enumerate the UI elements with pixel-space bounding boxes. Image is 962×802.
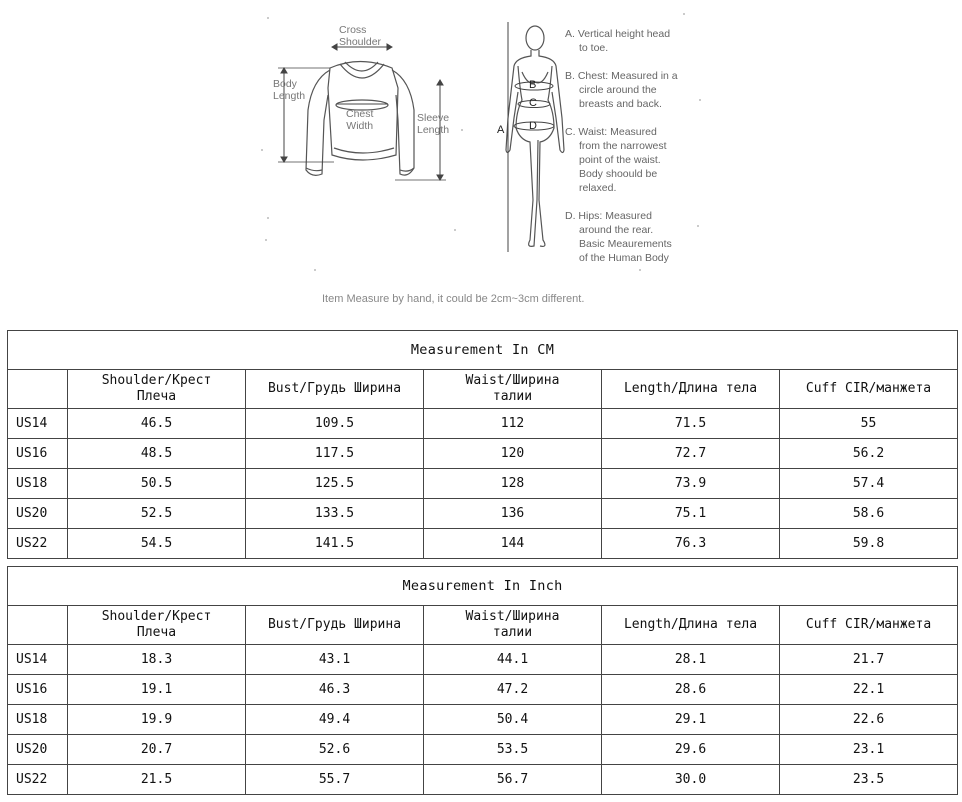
value-cell: 29.1 xyxy=(602,705,780,735)
size-cell: US16 xyxy=(8,439,68,469)
value-cell: 46.3 xyxy=(246,675,424,705)
value-cell: 50.5 xyxy=(68,469,246,499)
value-cell: 109.5 xyxy=(246,409,424,439)
table-row xyxy=(8,499,958,529)
value-cell: 144 xyxy=(424,529,602,559)
header-cell xyxy=(8,370,68,409)
header-cuff: Cuff CIR/манжета xyxy=(780,606,958,645)
value-cell: 20.7 xyxy=(68,735,246,765)
size-cell: US18 xyxy=(8,469,68,499)
measurement-table-cm xyxy=(7,330,958,559)
cm-table-container xyxy=(7,330,957,559)
figure-letter-c: C xyxy=(529,97,537,109)
table-row xyxy=(8,645,958,675)
header-bust: Bust/Грудь Ширина xyxy=(246,370,424,409)
value-cell: 54.5 xyxy=(68,529,246,559)
measure-note: Item Measure by hand, it could be 2cm~3cm different. xyxy=(322,293,585,305)
size-cell: US16 xyxy=(8,675,68,705)
value-cell: 21.7 xyxy=(780,645,958,675)
value-cell: 48.5 xyxy=(68,439,246,469)
table-title-inch: Measurement In Inch xyxy=(8,567,958,606)
measurement-table-inch xyxy=(7,566,958,795)
value-cell: 56.2 xyxy=(780,439,958,469)
value-cell: 55.7 xyxy=(246,765,424,795)
value-cell: 117.5 xyxy=(246,439,424,469)
value-cell: 56.7 xyxy=(424,765,602,795)
size-cell: US22 xyxy=(8,765,68,795)
value-cell: 43.1 xyxy=(246,645,424,675)
value-cell: 120 xyxy=(424,439,602,469)
value-cell: 23.1 xyxy=(780,735,958,765)
header-bust: Bust/Грудь Ширина xyxy=(246,606,424,645)
table-title-cm: Measurement In CM xyxy=(8,331,958,370)
header-shoulder: Shoulder/Крест Плеча xyxy=(68,370,246,409)
header-length: Length/Длина тела xyxy=(602,606,780,645)
value-cell: 28.1 xyxy=(602,645,780,675)
value-cell: 53.5 xyxy=(424,735,602,765)
header-cell xyxy=(8,606,68,645)
value-cell: 52.5 xyxy=(68,499,246,529)
value-cell: 76.3 xyxy=(602,529,780,559)
value-cell: 22.1 xyxy=(780,675,958,705)
label-cross-shoulder: Cross Shoulder xyxy=(339,24,382,48)
value-cell: 71.5 xyxy=(602,409,780,439)
value-cell: 58.6 xyxy=(780,499,958,529)
size-cell: US20 xyxy=(8,735,68,765)
value-cell: 125.5 xyxy=(246,469,424,499)
table-row xyxy=(8,529,958,559)
value-cell: 49.4 xyxy=(246,705,424,735)
size-cell: US14 xyxy=(8,409,68,439)
size-guide-illustration xyxy=(0,0,962,318)
size-cell: US18 xyxy=(8,705,68,735)
table-header-row xyxy=(8,370,958,409)
header-length: Length/Длина тела xyxy=(602,370,780,409)
value-cell: 52.6 xyxy=(246,735,424,765)
table-row xyxy=(8,705,958,735)
header-cuff: Cuff CIR/манжета xyxy=(780,370,958,409)
value-cell: 19.1 xyxy=(68,675,246,705)
value-cell: 50.4 xyxy=(424,705,602,735)
label-chest-width: Chest Width xyxy=(346,108,374,132)
value-cell: 136 xyxy=(424,499,602,529)
value-cell: 44.1 xyxy=(424,645,602,675)
value-cell: 22.6 xyxy=(780,705,958,735)
table-row xyxy=(8,765,958,795)
value-cell: 57.4 xyxy=(780,469,958,499)
header-shoulder: Shoulder/Крест Плеча xyxy=(68,606,246,645)
inch-table-container xyxy=(7,566,957,795)
legend-d: D. Hips: Measured around the rear. Basic Meaurements of the Human Body xyxy=(565,210,672,264)
table-row xyxy=(8,675,958,705)
figure-letter-a: A xyxy=(497,124,505,136)
table-row xyxy=(8,439,958,469)
value-cell: 29.6 xyxy=(602,735,780,765)
table-header-row xyxy=(8,606,958,645)
size-cell: US22 xyxy=(8,529,68,559)
label-sleeve-length: Sleeve Length xyxy=(417,112,450,136)
value-cell: 73.9 xyxy=(602,469,780,499)
label-body-length: Body Length xyxy=(273,78,306,102)
value-cell: 112 xyxy=(424,409,602,439)
legend-c: C. Waist: Measured from the narrowest point of the waist. Body shoould be relaxed. xyxy=(565,126,667,194)
table-row xyxy=(8,735,958,765)
value-cell: 18.3 xyxy=(68,645,246,675)
human-figure-sketch xyxy=(506,26,564,246)
value-cell: 141.5 xyxy=(246,529,424,559)
illustration-drawing xyxy=(0,0,962,318)
legend-a: A. Vertical height head to toe. xyxy=(565,28,671,54)
value-cell: 47.2 xyxy=(424,675,602,705)
size-cell: US20 xyxy=(8,499,68,529)
value-cell: 133.5 xyxy=(246,499,424,529)
header-waist: Waist/Ширина талии xyxy=(424,606,602,645)
value-cell: 21.5 xyxy=(68,765,246,795)
value-cell: 46.5 xyxy=(68,409,246,439)
legend-b: B. Chest: Measured in a circle around the breasts and back. xyxy=(565,70,678,110)
value-cell: 19.9 xyxy=(68,705,246,735)
table-row xyxy=(8,469,958,499)
value-cell: 30.0 xyxy=(602,765,780,795)
value-cell: 128 xyxy=(424,469,602,499)
header-waist: Waist/Ширина талии xyxy=(424,370,602,409)
size-cell: US14 xyxy=(8,645,68,675)
value-cell: 59.8 xyxy=(780,529,958,559)
value-cell: 28.6 xyxy=(602,675,780,705)
value-cell: 75.1 xyxy=(602,499,780,529)
value-cell: 23.5 xyxy=(780,765,958,795)
figure-letter-d: D xyxy=(529,120,537,132)
value-cell: 72.7 xyxy=(602,439,780,469)
figure-letter-b: B xyxy=(529,79,537,91)
table-row xyxy=(8,409,958,439)
value-cell: 55 xyxy=(780,409,958,439)
